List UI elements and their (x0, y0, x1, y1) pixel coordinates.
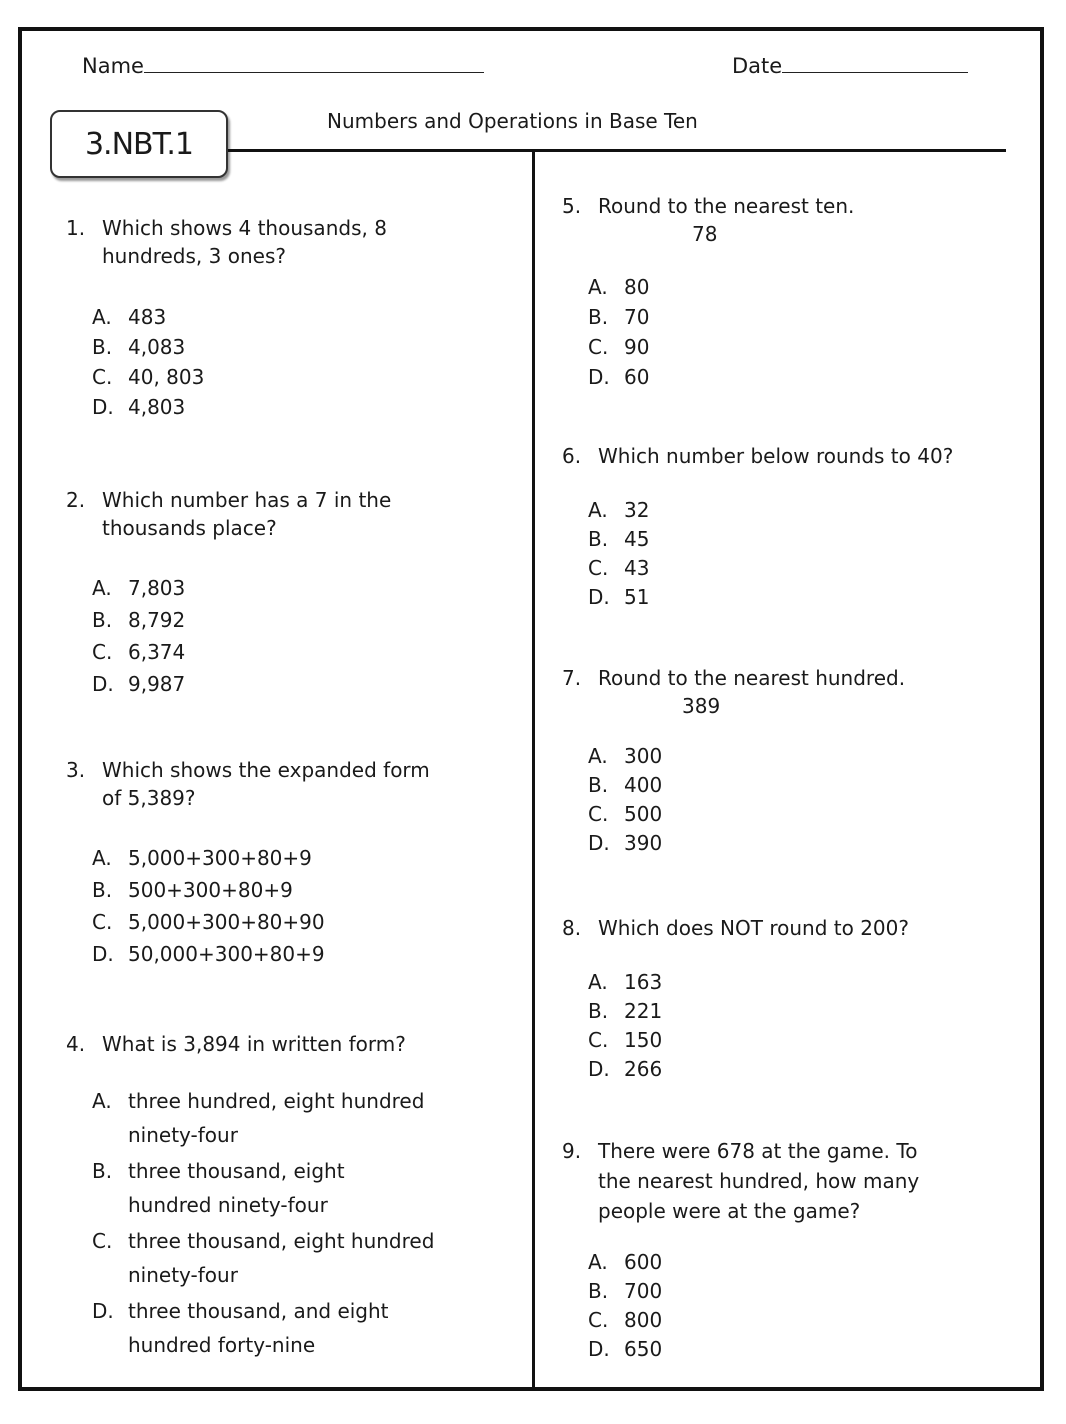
option-c[interactable]: C. 40, 803 (92, 362, 516, 392)
option-c[interactable]: C. 500 (588, 800, 1022, 829)
option-c[interactable]: C. 5,000+300+80+90 (92, 906, 516, 938)
option-c[interactable]: C. 6,374 (92, 636, 516, 668)
option-text: 5,000+300+80+9 (128, 846, 312, 870)
option-d[interactable]: D. 60 (588, 362, 1022, 392)
worksheet-title: Numbers and Operations in Base Ten (327, 109, 698, 133)
option-a[interactable]: A. 32 (588, 496, 1022, 525)
option-a[interactable]: A. 600 (588, 1248, 1022, 1277)
option-text: 40, 803 (128, 365, 205, 389)
question-number: 5. (562, 194, 582, 218)
option-d[interactable]: D. 390 (588, 829, 1022, 858)
question-6 (562, 442, 1022, 612)
question-number: 3. (66, 758, 86, 782)
question-9 (562, 1136, 1022, 1364)
question-2 (66, 486, 516, 700)
question-number: 6. (562, 444, 582, 468)
option-d[interactable]: D. 51 (588, 583, 1022, 612)
option-text: 60 (624, 365, 650, 389)
question-text: Which number below rounds to 40? (598, 444, 954, 468)
question-text: Which shows 4 thousands, 8 hundreds, 3 ones? (102, 216, 387, 268)
option-d[interactable]: D. 4,803 (92, 392, 516, 422)
option-b[interactable]: B. 700 (588, 1277, 1022, 1306)
question-number: 9. (562, 1139, 582, 1163)
question-text: Which shows the expanded form of 5,389? (102, 758, 430, 810)
option-text: 483 (128, 305, 167, 329)
option-c[interactable]: C. 43 (588, 554, 1022, 583)
option-b[interactable]: B. 45 (588, 525, 1022, 554)
option-a[interactable]: A. 163 (588, 968, 1022, 997)
option-text: 8,792 (128, 608, 186, 632)
question-number: 8. (562, 916, 582, 940)
option-text: 6,374 (128, 640, 186, 664)
question-number: 2. (66, 488, 86, 512)
option-text: 51 (624, 585, 650, 609)
option-d[interactable]: D. three thousand, and eight hundred forty-nine (92, 1294, 516, 1362)
option-a[interactable]: A. 483 (92, 302, 516, 332)
option-text: three hundred, eight hundred ninety-four (128, 1089, 425, 1147)
question-number: 7. (562, 666, 582, 690)
name-field (82, 54, 484, 78)
question-number: 1. (66, 216, 86, 240)
option-b[interactable]: B. 221 (588, 997, 1022, 1026)
option-text: 4,803 (128, 395, 186, 419)
option-d[interactable]: D. 266 (588, 1055, 1022, 1084)
question-value: 389 (682, 694, 721, 718)
option-text: three thousand, eight hundred ninety-four (128, 1159, 345, 1217)
option-text: 800 (624, 1308, 663, 1332)
option-a[interactable]: A. 80 (588, 272, 1022, 302)
option-text: 266 (624, 1057, 663, 1081)
option-text: 150 (624, 1028, 663, 1052)
option-text: 5,000+300+80+90 (128, 910, 325, 934)
question-number: 4. (66, 1032, 86, 1056)
option-text: 70 (624, 305, 650, 329)
option-text: 9,987 (128, 672, 186, 696)
option-text: 50,000+300+80+9 (128, 942, 325, 966)
option-text: 32 (624, 498, 650, 522)
option-text: 300 (624, 744, 663, 768)
question-value: 78 (692, 222, 718, 246)
option-b[interactable]: B. 8,792 (92, 604, 516, 636)
option-text: 7,803 (128, 576, 186, 600)
name-label: Name (82, 54, 144, 78)
option-text: 700 (624, 1279, 663, 1303)
option-b[interactable]: B. 70 (588, 302, 1022, 332)
option-text: three thousand, eight hundred ninety-four (128, 1229, 435, 1287)
option-text: 4,083 (128, 335, 186, 359)
option-c[interactable]: C. 800 (588, 1306, 1022, 1335)
header-divider (228, 149, 1006, 152)
option-c[interactable]: C. 90 (588, 332, 1022, 362)
option-text: 400 (624, 773, 663, 797)
option-d[interactable]: D. 50,000+300+80+9 (92, 938, 516, 970)
question-text: Which number has a 7 in the thousands place? (102, 488, 392, 540)
name-blank (144, 54, 484, 73)
option-text: 221 (624, 999, 663, 1023)
question-text: What is 3,894 in written form? (102, 1032, 406, 1056)
question-7 (562, 664, 1022, 858)
option-a[interactable]: A. 7,803 (92, 572, 516, 604)
question-text: Round to the nearest hundred. (598, 666, 906, 690)
question-4 (66, 1030, 516, 1362)
option-text: 600 (624, 1250, 663, 1274)
option-text: 43 (624, 556, 650, 580)
standard-badge (50, 110, 228, 178)
standard-code: 3.NBT.1 (84, 126, 194, 162)
date-field (732, 54, 968, 78)
question-3 (66, 756, 516, 970)
question-text: There were 678 at the game. To the nearest hundred, how many people were at the game? (598, 1139, 920, 1223)
option-text: 80 (624, 275, 650, 299)
option-text: 500+300+80+9 (128, 878, 293, 902)
option-c[interactable]: C. three thousand, eight hundred ninety-four (92, 1224, 516, 1292)
option-text: 500 (624, 802, 663, 826)
option-a[interactable]: A. 5,000+300+80+9 (92, 842, 516, 874)
option-d[interactable]: D. 650 (588, 1335, 1022, 1364)
option-text: 163 (624, 970, 663, 994)
question-5 (562, 192, 1022, 392)
question-1 (66, 214, 516, 422)
option-text: 45 (624, 527, 650, 551)
question-8 (562, 914, 1022, 1084)
option-text: 650 (624, 1337, 663, 1361)
option-a[interactable]: A. three hundred, eight hundred ninety-four (92, 1084, 516, 1152)
option-text: 90 (624, 335, 650, 359)
option-c[interactable]: C. 150 (588, 1026, 1022, 1055)
date-blank (782, 54, 968, 73)
option-b[interactable]: B. 500+300+80+9 (92, 874, 516, 906)
option-b[interactable]: B. 400 (588, 771, 1022, 800)
column-divider (532, 150, 535, 1390)
question-text: Which does NOT round to 200? (598, 916, 909, 940)
option-text: 390 (624, 831, 663, 855)
option-a[interactable]: A. 300 (588, 742, 1022, 771)
option-b[interactable]: B. three thousand, eight hundred ninety-four (92, 1154, 516, 1222)
option-b[interactable]: B. 4,083 (92, 332, 516, 362)
option-text: three thousand, and eight hundred forty-nine (128, 1299, 389, 1357)
date-label: Date (732, 54, 783, 78)
option-d[interactable]: D. 9,987 (92, 668, 516, 700)
question-text: Round to the nearest ten. (598, 194, 855, 218)
